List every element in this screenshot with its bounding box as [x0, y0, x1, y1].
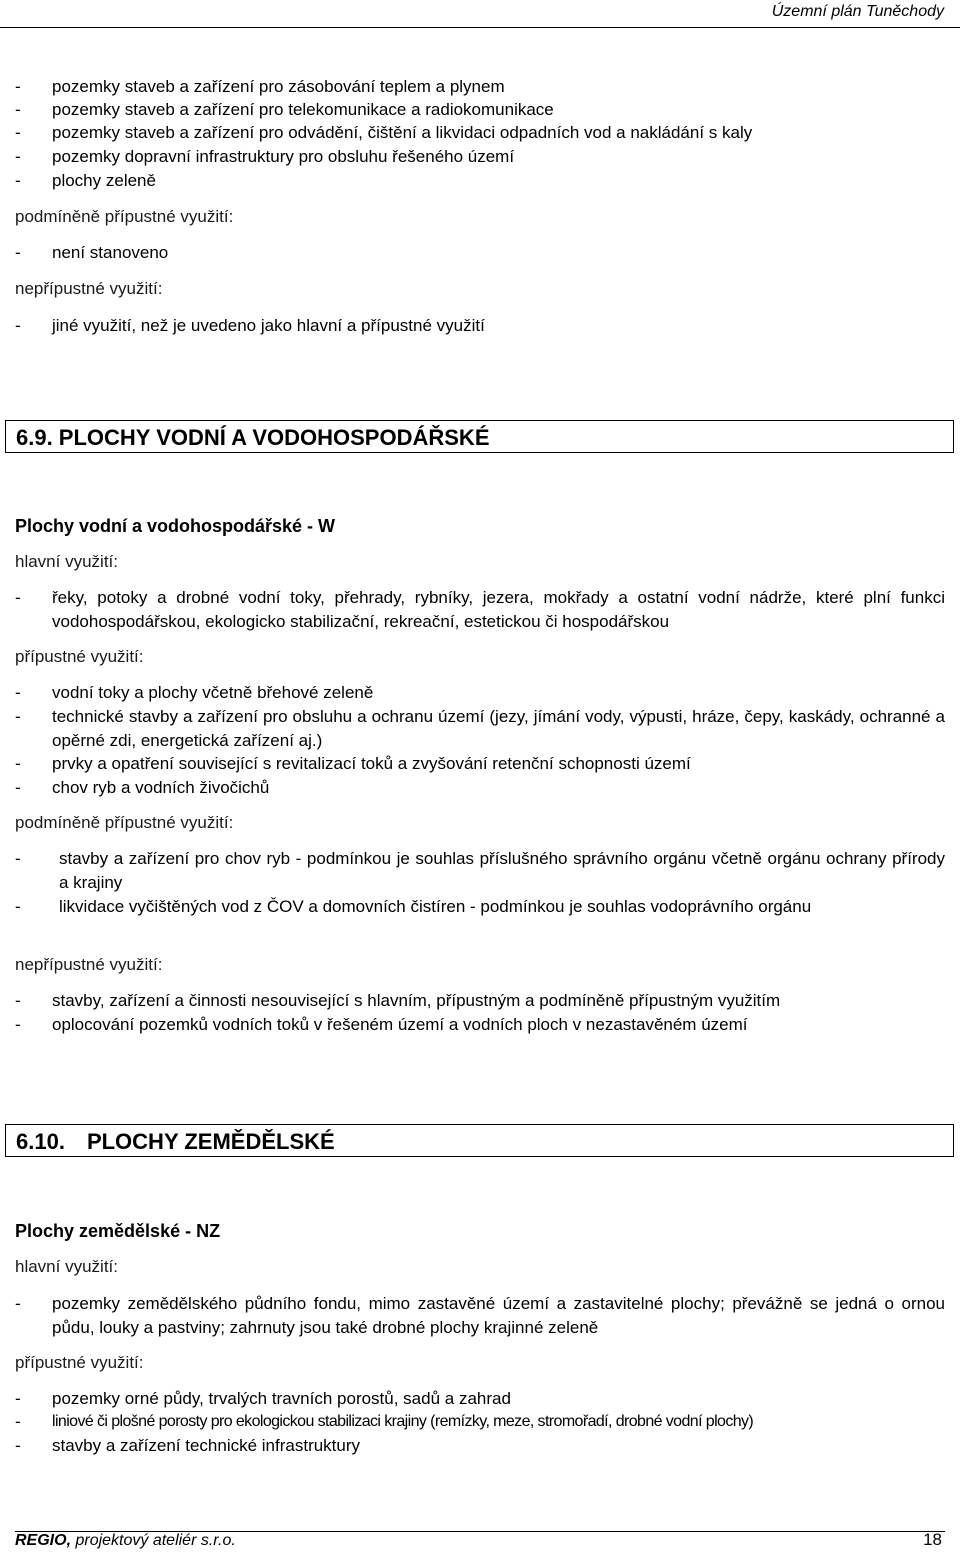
list-item: - stavby, zařízení a činnosti nesouvisející s hlavním, přípustným a podmíněně přípustným využitím — [15, 989, 945, 1013]
list-item: - stavby a zařízení pro chov ryb - podmínkou je souhlas příslušného správního orgánu včetně orgánu ochrany přírody a krajiny — [15, 849, 945, 892]
main-use-label: hlavní využití: — [15, 552, 118, 571]
allowed-use-label: přípustné využití: — [15, 1353, 144, 1372]
conditional-use-label: podmíněně přípustné využití: — [15, 207, 234, 226]
bullet-dash: - — [15, 100, 21, 119]
header-rule — [0, 27, 960, 28]
section-title: PLOCHY ZEMĚDĚLSKÉ — [86, 1129, 335, 1154]
list-item: - technické stavby a zařízení pro obsluhu a ochranu území (jezy, jímání vody, výpusti, hráze, čepy, kaskády, ochranné a opěrné zdi, energetická zařízení aj.) — [15, 707, 945, 750]
section-heading-box — [5, 1124, 954, 1157]
footer-company-name: REGIO, — [15, 1532, 72, 1549]
bullet-dash: - — [15, 1436, 21, 1455]
bullet-dash: - — [15, 588, 21, 607]
forbidden-use-label: nepřípustné využití: — [15, 955, 163, 974]
footer-company — [15, 1532, 236, 1550]
list-item: - není stanoveno — [15, 241, 945, 265]
list-item: - oplocování pozemků vodních toků v řešeném území a vodních ploch v nezastavěném území — [15, 1013, 945, 1037]
list-item: - liniové či plošné porosty pro ekologickou stabilizaci krajiny (remízky, meze, stromořadí, drobné vodní plochy) — [15, 1410, 945, 1434]
bullet-dash: - — [15, 77, 21, 96]
bullet-dash: - — [15, 1015, 21, 1034]
list-item: - pozemky zemědělského půdního fondu, mimo zastavěné území a zastavitelné plochy; převážně se jedná o ornou půdu, louky a pastviny; zahrnuty jsou také drobné plochy krajinné zeleně — [15, 1294, 945, 1337]
bullet-dash: - — [15, 147, 21, 166]
list-item: - prvky a opatření související s revitalizací toků a zvyšování retenční schopnosti území — [15, 752, 945, 776]
bullet-dash: - — [15, 243, 21, 262]
list-item: - pozemky orné půdy, trvalých travních porostů, sadů a zahrad — [15, 1387, 945, 1411]
bullet-dash: - — [15, 897, 21, 916]
subsection-title: Plochy zemědělské - NZ — [15, 1221, 221, 1241]
bullet-dash: - — [15, 991, 21, 1010]
bullet-dash: - — [15, 778, 21, 797]
list-item: - plochy zeleně — [15, 169, 945, 193]
list-item: - vodní toky a plochy včetně břehové zeleně — [15, 681, 945, 705]
list-item: - likvidace vyčištěných vod z ČOV a domovních čistíren - podmínkou je souhlas vodoprávního orgánu — [15, 895, 945, 919]
page-number: 18 — [923, 1530, 942, 1549]
section-title: 6.9. PLOCHY VODNÍ A VODOHOSPODÁŘSKÉ — [16, 425, 490, 450]
subsection-title: Plochy vodní a vodohospodářské - W — [15, 516, 336, 536]
section-heading-box — [5, 420, 954, 453]
bullet-dash: - — [15, 707, 21, 726]
bullet-dash: - — [15, 683, 21, 702]
list-item: - pozemky staveb a zařízení pro zásobování teplem a plynem — [15, 75, 945, 99]
bullet-dash: - — [15, 171, 21, 190]
bullet-dash: - — [15, 1412, 21, 1431]
bullet-dash: - — [15, 1294, 21, 1313]
section-title-wrap — [16, 1129, 335, 1155]
bullet-dash: - — [15, 1389, 21, 1408]
list-item: - pozemky staveb a zařízení pro odvádění, čištění a likvidaci odpadních vod a nakládání s kaly — [15, 121, 945, 145]
bullet-dash: - — [15, 849, 21, 868]
main-use-label: hlavní využití: — [15, 1257, 118, 1276]
footer-company-rest: projektový ateliér s.r.o. — [71, 1532, 236, 1549]
bullet-dash: - — [15, 123, 21, 142]
section-number: 6.10. — [16, 1129, 65, 1154]
forbidden-use-label: nepřípustné využití: — [15, 279, 163, 298]
list-item: - chov ryb a vodních živočichů — [15, 776, 945, 800]
list-item: - stavby a zařízení technické infrastruktury — [15, 1434, 945, 1458]
bullet-dash: - — [15, 316, 21, 335]
conditional-use-label: podmíněně přípustné využití: — [15, 813, 234, 832]
list-item: - pozemky staveb a zařízení pro telekomunikace a radiokomunikace — [15, 98, 945, 122]
page-header-title: Územní plán Tuněchody — [771, 3, 944, 20]
list-item: - jiné využití, než je uvedeno jako hlavní a přípustné využití — [15, 314, 945, 338]
list-item: - řeky, potoky a drobné vodní toky, přehrady, rybníky, jezera, mokřady a ostatní vodní nádrže, které plní funkci vodohospodářskou, ekologicko stabilizační, rekreační, estetickou či hospodářskou — [15, 588, 945, 631]
bullet-dash: - — [15, 754, 21, 773]
list-item: - pozemky dopravní infrastruktury pro obsluhu řešeného území — [15, 145, 945, 169]
allowed-use-label: přípustné využití: — [15, 647, 144, 666]
